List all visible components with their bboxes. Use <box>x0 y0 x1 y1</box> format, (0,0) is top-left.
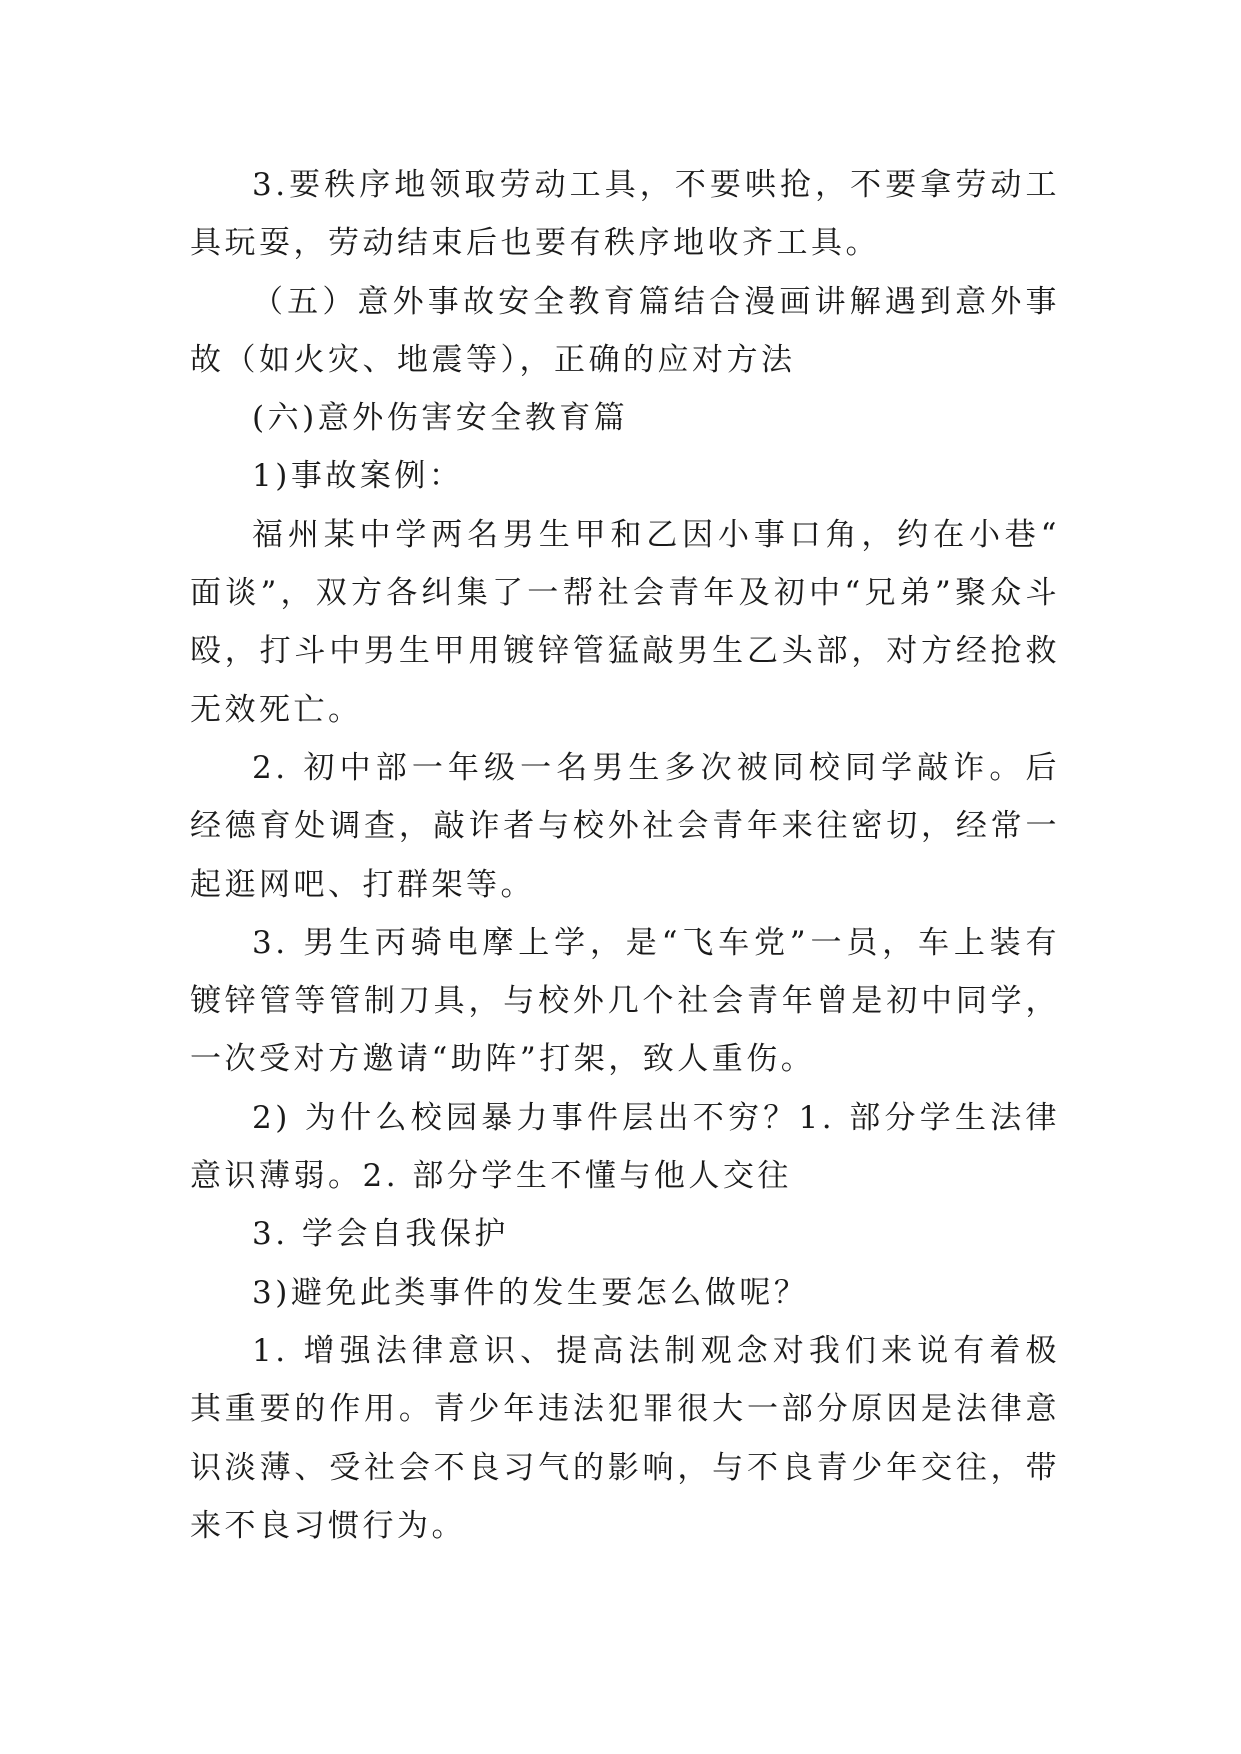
paragraph-why-violence: 2) 为什么校园暴力事件层出不穷？1. 部分学生法律意识薄弱。2. 部分学生不懂与他人交往 <box>190 1099 1060 1195</box>
paragraph-tool-order: 3.要秩序地领取劳动工具，不要哄抢，不要拿劳动工具玩耍，劳动结束后也要有秩序地收齐工具。 <box>190 167 1060 262</box>
document-body <box>190 156 1060 1555</box>
paragraph-case-motorbike: 3. 男生丙骑电摩上学，是“飞车党”一员，车上装有镀锌管等管制刀具，与校外几个社会青年曾是初中同学，一次受对方邀请“助阵”打架，致人重伤。 <box>190 924 1060 1078</box>
paragraph-accident-heading: （五）意外事故安全教育篇结合漫画讲解遇到意外事故（如火灾、地震等），正确的应对方法 <box>190 283 1060 378</box>
paragraph-case-label: 1)事故案例： <box>252 458 464 495</box>
paragraph-prevention-question: 3)避免此类事件的发生要怎么做呢？ <box>252 1274 809 1311</box>
paragraph-case-fuzhou: 福州某中学两名男生甲和乙因小事口角，约在小巷“面谈”，双方各纠集了一帮社会青年及初中“兄弟”聚众斗殴，打斗中男生甲用镀锌管猛敲男生乙头部，对方经抢救无效死亡。 <box>190 516 1060 728</box>
paragraph-injury-heading: (六)意外伤害安全教育篇 <box>252 400 629 437</box>
paragraph-legal-awareness: 1. 增强法律意识、提高法制观念对我们来说有着极其重要的作用。青少年违法犯罪很大一部分原因是法律意识淡薄、受社会不良习气的影响，与不良青少年交往，带来不良习惯行为。 <box>190 1332 1060 1544</box>
paragraph-self-protection: 3. 学会自我保护 <box>252 1216 509 1253</box>
paragraph-case-extortion: 2. 初中部一年级一名男生多次被同校同学敲诈。后经德育处调查，敲诈者与校外社会青年来往密切，经常一起逛网吧、打群架等。 <box>190 749 1060 903</box>
